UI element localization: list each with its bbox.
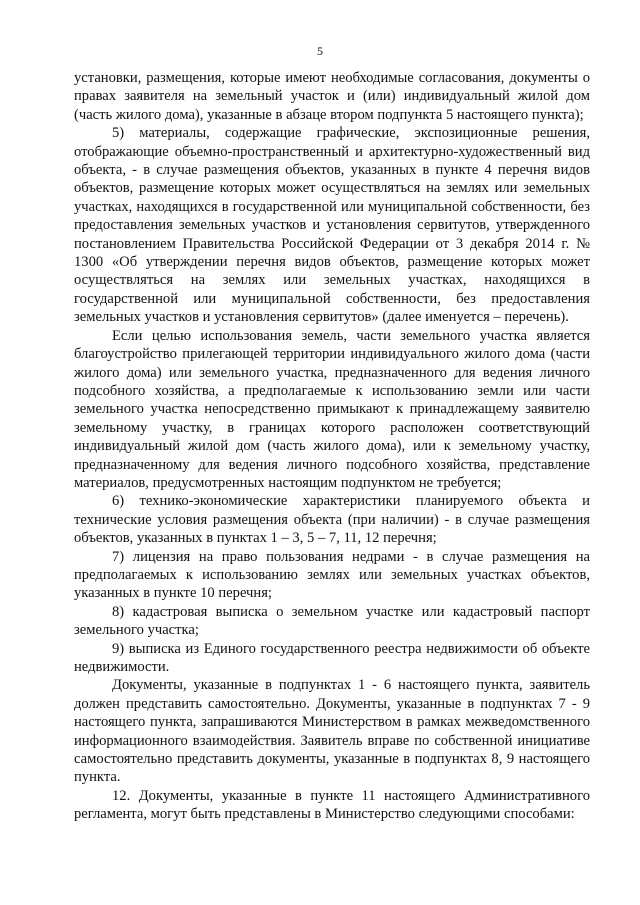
page-number: 5	[317, 44, 323, 58]
paragraph-continuation: установки, размещения, которые имеют необходимые согласования, документы о правах заявителя на земельный участок и (или) индивидуальный жилой дом (часть жилого дома), указанные в абзаце втором подпункта 5 настоящего пункта);	[74, 70, 590, 123]
paragraph-section-12: 12. Документы, указанные в пункте 11 настоящего Административного регламента, могут быть представлены в Министерство следующими способами:	[74, 787, 590, 823]
paragraph-item-6: 6) технико-экономические характеристики планируемого объекта и технические условия размещения объекта (при наличии) - в случае размещения объектов, указанных в пунктах 1 – 3, 5 – 7, 11, 12 перечня;	[74, 493, 590, 547]
paragraph-item-5: 5) материалы, содержащие графические, экспозиционные решения, отображающие объемно-пространственный и архитектурно-художественный вид объекта, - в случае размещения объектов, указанных в пункте 4 перечня видов объектов, размещение которых может осуществляться на землях или земельных участках, находящихся в государственной или муниципальной собственности, без предоставления земельных участков и установления сервитутов, утвержденного постановлением Правительства Российской Федерации от 3 декабря 2014 г. № 1300 «Об утверждении перечня видов объектов, размещение которых может осуществляться на землях или земельных участках, находящихся в государственной или муниципальной собственности, без предоставления земельных участков и установления сервитутов» (далее именуется – перечень).	[74, 125, 590, 326]
paragraph-item-7: 7) лицензия на право пользования недрами - в случае размещения на предполагаемых к использованию землях или земельных участках объектов, указанных в пункте 10 перечня;	[74, 548, 590, 602]
paragraph-item-8: 8) кадастровая выписка о земельном участке или кадастровый паспорт земельного участка;	[74, 603, 590, 639]
document-body	[74, 69, 590, 824]
paragraph-item-9: 9) выписка из Единого государственного реестра недвижимости об объекте недвижимости.	[74, 640, 590, 675]
paragraph-landscaping-note: Если целью использования земель, части земельного участка является благоустройство прилегающей территории индивидуального жилого дома (части жилого дома) или земельного участка, предназначенного для ведения личного подсобного хозяйства, а предполагаемые к использованию земли или части земельного участка непосредственно примыкают к принадлежащему заявителю земельному участку, в границах которого расположен соответствующий индивидуальный жилой дом (часть жилого дома), или к земельному участку, предназначенному для ведения личного подсобного хозяйства, представление материалов, предусмотренных настоящим подпунктом не требуется;	[74, 327, 590, 491]
paragraph-documents-note: Документы, указанные в подпунктах 1 - 6 настоящего пункта, заявитель должен представить самостоятельно. Документы, указанные в подпунктах 7 - 9 настоящего пункта, запрашиваются Министерством в рамках межведомственного информационного взаимодействия. Заявитель вправе по собственной инициативе самостоятельно представить документы, указанные в подпунктах 8, 9 настоящего пункта.	[74, 677, 590, 786]
